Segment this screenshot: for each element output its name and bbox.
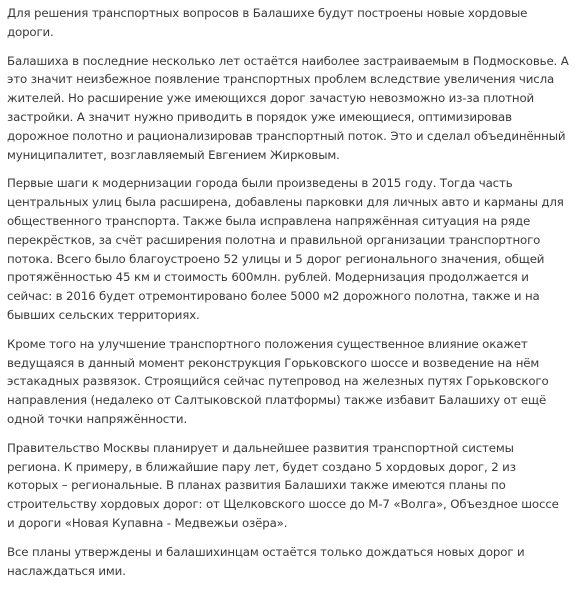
article-paragraph-5: Правительство Москвы планирует и дальнейшее развития транспортной системы региона. К примеру, в ближайшие пару лет, будет создано 5 хордовых дорог, 2 из которых – региональные. В планах развития Балашихи также имеются планы по строительству хордовых дорог: от Щелковского шоссе до М-7 «Волга», Объездное шоссе и дороги «Новая Купавна - Медвежьи озёра». — [7, 440, 559, 530]
article-paragraph-2: Балашиха в последние несколько лет остаётся наиболее застраиваемым в Подмосковье. А это значит неизбежное появление транспортных проблем вследствие увеличения числа жителей. Но расширение уже имеющихся дорог зачастую невозможно из-за плотной застройки. А значит нужно приводить в порядок уже имеющиеся, оптимизировав дорожное полотно и рационализировав транспортный поток. Это и сделал объединённый муниципалитет, возглавляемый Евгением Жирковым. — [7, 53, 569, 162]
article-paragraph-1: Для решения транспортных вопросов в Балашихе будут построены новые хордовые дороги. — [7, 6, 528, 39]
article-paragraph-4: Кроме того на улучшение транспортного положения существенное влияние окажет ведущаяся в данный момент реконструкция Горьковского шоссе и возведение на нём эстакадных развязок. Строящийся сейчас путепровод на железных путях Горьковского направления (недалеко от Салтыковской платформы) также избавит Балашиху от ещё одной точки напряжённости. — [7, 336, 549, 426]
article-paragraph-3: Первые шаги к модернизации города были произведены в 2015 году. Тогда часть центральных улиц была расширена, добавлены парковки для личных авто и карманы для общественного транспорта. Также была исправлена напряжённая ситуация на ряде перекрёстков, за счёт расширения полотна и правильной организации транспортного потока. Всего было благоустроено 52 улицы и 5 дорог регионального значения, общей протяжённостью 45 км и стоимость 600млн. рублей. Модернизация продолжается и сейчас: в 2016 будет отремонтировано более 5000 м2 дорожного полотна, также и на бывших сельских территориях. — [7, 176, 564, 322]
article-paragraph-6: Все планы утверждены и балашихинцам остаётся только дождаться новых дорог и наслаждаться ими. — [7, 544, 525, 578]
article-body — [7, 4, 569, 590]
